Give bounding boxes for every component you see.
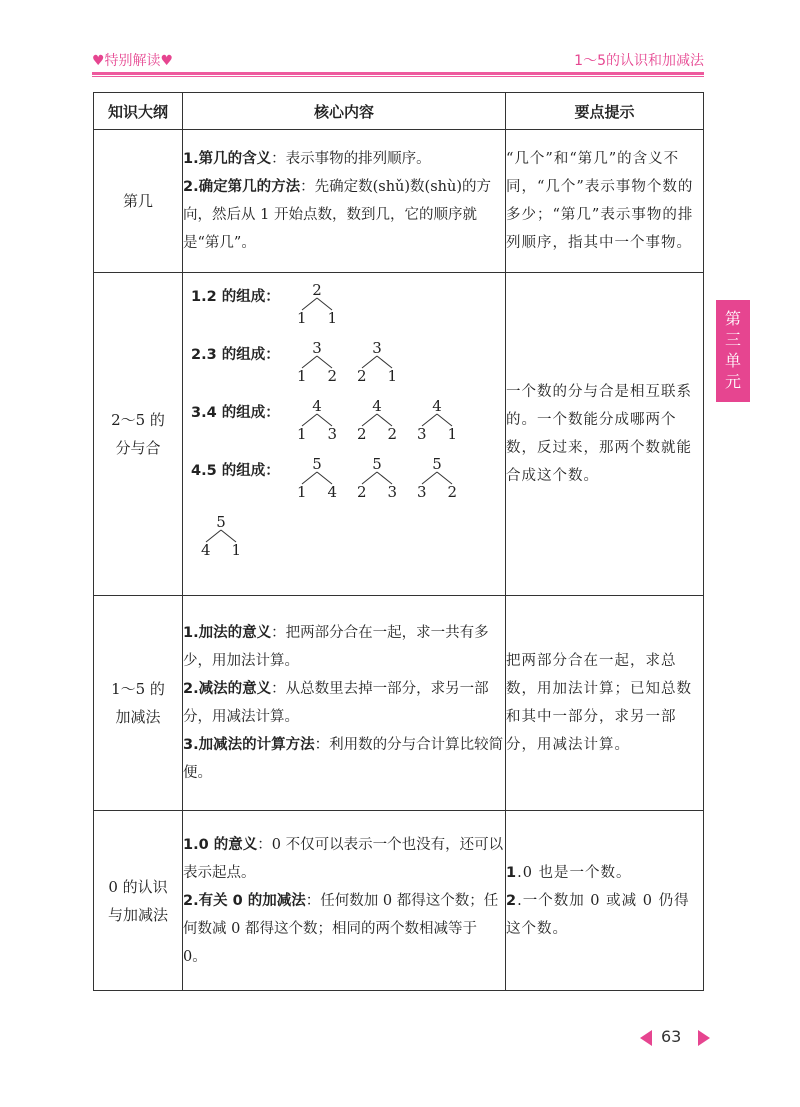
tree-whole: 3 [372, 339, 382, 357]
table-header-row [94, 93, 704, 130]
content-item: 2.减法的意义：从总数里去掉一部分，求另一部分，用减法计算。 [183, 681, 489, 725]
header-outline: 知识大纲 [94, 93, 183, 130]
composition-label: 2.3 的组成： [191, 347, 280, 363]
tip-item: 1.0 也是一个数。 [506, 864, 632, 881]
content-item: 2.有关 0 的加减法：任何数加 0 都得这个数；任何数减 0 都得这个数；相同的两个数相减等于 0。 [183, 892, 499, 965]
composition-tree [355, 455, 399, 505]
tree-part-left: 1 [297, 483, 307, 501]
composition-tree [295, 281, 339, 331]
composition-tree [415, 455, 459, 505]
composition-tree [295, 339, 339, 389]
prev-arrow-icon [640, 1030, 652, 1046]
tree-part-left: 4 [201, 541, 211, 559]
unit-side-tab: 第 三 单 元 [716, 300, 750, 402]
tree-whole: 4 [432, 397, 442, 415]
decomposition-area [183, 273, 505, 595]
header-core: 核心内容 [183, 93, 506, 130]
tree-whole: 3 [312, 339, 322, 357]
content-item: 1.第几的含义：表示事物的排列顺序。 [183, 151, 431, 167]
composition-label: 3.4 的组成： [191, 405, 280, 421]
tree-part-left: 3 [417, 483, 427, 501]
next-arrow-icon [698, 1030, 710, 1046]
header-chapter-title: 1～5的认识和加减法 [574, 53, 704, 69]
tree-part-right: 1 [447, 425, 457, 443]
table-row [94, 273, 704, 596]
composition-tree [415, 397, 459, 447]
tree-part-right: 1 [327, 309, 337, 327]
tree-whole: 2 [312, 281, 322, 299]
topic-text: 分与合 [115, 439, 161, 457]
tree-part-right: 4 [327, 483, 337, 501]
tree-whole: 5 [432, 455, 442, 473]
topic-text: 与加减法 [107, 905, 168, 924]
tip-cell [506, 811, 704, 991]
tip-text: 一个数的分与合是相互联系的。一个数能分成哪两个数，反过来，那两个数就能合成这个数。 [506, 384, 692, 484]
page-header [92, 50, 704, 72]
tip-cell [506, 130, 704, 273]
composition-tree [295, 455, 339, 505]
content-cell [183, 273, 506, 596]
tree-whole: 5 [372, 455, 382, 473]
topic-cell [94, 811, 183, 991]
tip-text: “几个”和“第几”的含义不同，“几个”表示事物个数的多少；“第几”表示事物的排列顺序，指其中一个事物。 [506, 151, 694, 251]
content-item: 2.确定第几的方法：先确定数(shǔ)数(shù)的方向，然后从 1 开始点数，数到几，它的顺序就是“第几”。 [183, 179, 491, 251]
topic-text: 0 的认识 [108, 877, 168, 896]
page-number-text: 63 [661, 1027, 682, 1046]
tree-part-right: 2 [447, 483, 457, 501]
content-item: 3.加减法的计算方法：利用数的分与合计算比较简便。 [183, 737, 504, 781]
tip-cell [506, 273, 704, 596]
composition-label: 1.2 的组成： [191, 289, 280, 305]
page-number [640, 1026, 710, 1050]
tree-whole: 4 [372, 397, 382, 415]
composition-label: 4.5 的组成： [191, 463, 280, 479]
tree-part-left: 2 [357, 483, 367, 501]
content-item: 1.0 的意义：0 不仅可以表示一个也没有，还可以表示起点。 [183, 836, 504, 881]
header-section-title: ♥特别解读♥ [92, 53, 174, 69]
content-cell [183, 130, 506, 273]
header-divider [92, 72, 704, 75]
tree-part-left: 1 [297, 425, 307, 443]
content-item: 1.加法的意义：把两部分合在一起，求一共有多少，用加法计算。 [183, 625, 489, 669]
tree-part-right: 2 [327, 367, 337, 385]
tree-part-left: 1 [297, 309, 307, 327]
tree-whole: 4 [312, 397, 322, 415]
tree-part-right: 3 [327, 425, 337, 443]
table-row [94, 596, 704, 811]
composition-tree [355, 397, 399, 447]
knowledge-table [93, 92, 704, 991]
topic-text: 1～5 的 [111, 680, 165, 698]
topic-cell [94, 273, 183, 596]
topic-cell [94, 596, 183, 811]
topic-text: 第几 [122, 192, 153, 210]
tree-whole: 5 [312, 455, 322, 473]
tree-part-right: 1 [387, 367, 397, 385]
tree-part-left: 2 [357, 425, 367, 443]
composition-tree [355, 339, 399, 389]
tree-part-right: 1 [231, 541, 241, 559]
header-tips: 要点提示 [506, 93, 704, 130]
topic-cell [94, 130, 183, 273]
tree-part-left: 2 [357, 367, 367, 385]
tree-part-right: 3 [387, 483, 397, 501]
composition-tree [295, 397, 339, 447]
tip-text: 把两部分合在一起，求总数，用加法计算；已知总数和其中一部分，求另一部分，用减法计算。 [506, 653, 692, 753]
topic-text: 2～5 的 [111, 411, 165, 429]
header-divider-thin [92, 76, 704, 77]
content-cell [183, 596, 506, 811]
tree-part-left: 3 [417, 425, 427, 443]
topic-text: 加减法 [115, 708, 161, 726]
content-cell [183, 811, 506, 991]
tree-part-right: 2 [387, 425, 397, 443]
composition-tree [199, 513, 243, 563]
table-row [94, 130, 704, 273]
table-row [94, 811, 704, 991]
tip-item: 2.一个数加 0 或减 0 仍得这个数。 [506, 892, 690, 937]
tree-part-left: 1 [297, 367, 307, 385]
tip-cell [506, 596, 704, 811]
tree-whole: 5 [216, 513, 226, 531]
